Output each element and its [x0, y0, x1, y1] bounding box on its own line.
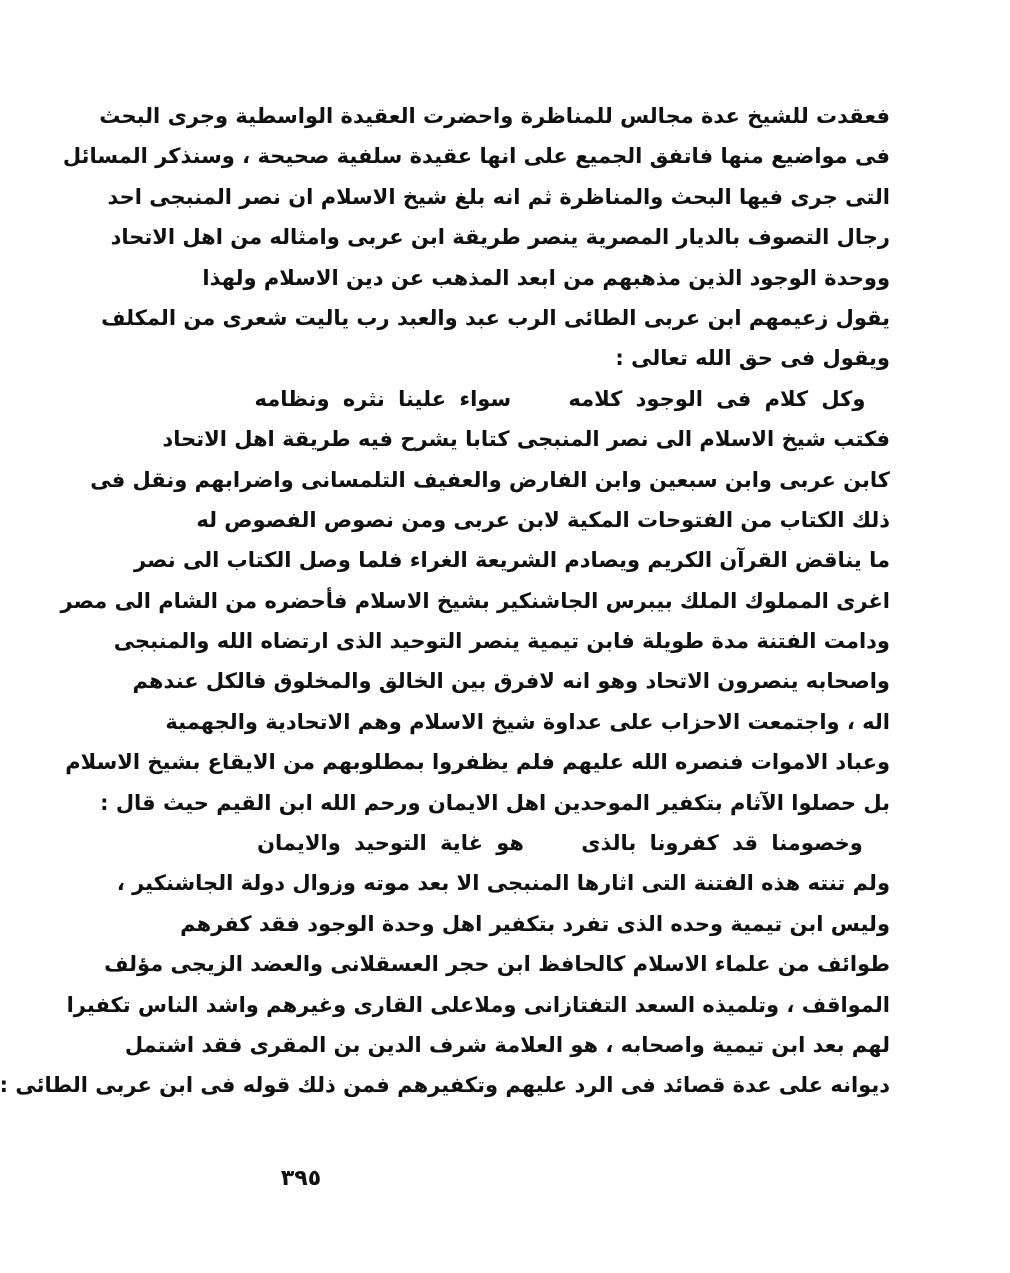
text-line: رجال التصوف بالديار المصرية ينصر طريقة ابن عربى وامثاله من اهل الاتحاد	[110, 225, 890, 250]
text-line: ذلك الكتاب من الفتوحات المكية لابن عربى ومن نصوص الفصوص له	[196, 507, 890, 532]
text-line: اله ، واجتمعت الاحزاب على عداوة شيخ الاسلام وهم الاتحادية والجهمية	[165, 709, 890, 734]
verse-line	[230, 823, 890, 863]
body-text	[0, 96, 890, 1106]
text-line: ويقول فى حق الله تعالى :	[615, 346, 890, 371]
verse-second-hemistich: هو غاية التوحيد والايمان	[257, 831, 524, 856]
text-line: ما يناقض القرآن الكريم ويصادم الشريعة الغراء فلما وصل الكتاب الى نصر	[134, 548, 890, 573]
text-line: بل حصلوا الآثام بتكفير الموحدين اهل الايمان ورحم الله ابن القيم حيث قال :	[100, 790, 890, 815]
text-line: لهم بعد ابن تيمية واصحابه ، هو العلامة شرف الدين بن المقرى فقد اشتمل	[124, 1032, 890, 1057]
text-line: ديوانه على عدة قصائد فى الرد عليهم وتكفيرهم فمن ذلك قوله فى ابن عربى الطائى :	[0, 1073, 890, 1098]
text-line: المواقف ، وتلميذه السعد التفتازانى وملاعلى القارى وغيرهم واشد الناس تكفيرا	[66, 992, 890, 1017]
text-line: كابن عربى وابن سبعين وابن الفارض والعفيف التلمسانى واضرابهم ونقل فى	[90, 467, 890, 492]
text-line: فكتب شيخ الاسلام الى نصر المنبجى كتابا يشرح فيه طريقة اهل الاتحاد	[162, 427, 890, 452]
text-line: ووحدة الوجود الذين مذهبهم من ابعد المذهب عن دين الاسلام ولهذا	[202, 265, 890, 290]
verse-second-hemistich: سواء علينا نثره ونظامه	[254, 386, 512, 411]
text-line: وعباد الاموات فنصره الله عليهم فلم يظفروا بمطلوبهم من الايقاع بشيخ الاسلام	[65, 750, 890, 775]
text-line: التى جرى فيها البحث والمناظرة ثم انه بلغ شيخ الاسلام ان نصر المنبجى احد	[107, 184, 890, 209]
text-line: فعقدت للشيخ عدة مجالس للمناظرة واحضرت العقيدة الواسطية وجرى البحث	[99, 104, 890, 128]
page-number: ٣٩٥	[280, 1166, 322, 1191]
text-line: ودامت الفتنة مدة طويلة فابن تيمية ينصر التوحيد الذى ارتضاه الله والمنبجى	[113, 629, 890, 654]
text-line: اغرى المملوك الملك بيبرس الجاشنكير بشيخ الاسلام فأحضره من الشام الى مصر	[60, 588, 890, 613]
text-line: واصحابه ينصرون الاتحاد وهو انه لافرق بين الخالق والمخلوق فالكل عندهم	[132, 669, 890, 694]
verse-first-hemistich: وكل كلام فى الوجود كلامه	[568, 386, 866, 411]
text-line: فى مواضيع منها فاتفق الجميع على انها عقيدة سلفية صحيحة ، وسنذكر المسائل	[62, 144, 890, 169]
text-line: وليس ابن تيمية وحده الذى تفرد بتكفير اهل وحدة الوجود فقد كفرهم	[180, 911, 890, 936]
text-line: ولم تنته هذه الفتنة التى اثارها المنبجى الا بعد موته وزوال دولة الجاشنكير ،	[116, 871, 890, 896]
verse-first-hemistich: وخصومنا قد كفرونا بالذى	[581, 831, 863, 856]
text-line: طوائف من علماء الاسلام كالحافظ ابن حجر العسقلانى والعضد الزيجى مؤلف	[104, 952, 890, 977]
verse-line	[230, 379, 890, 419]
text-line: يقول زعيمهم ابن عربى الطائى الرب عبد والعبد رب ياليت شعرى من المكلف	[101, 305, 890, 330]
